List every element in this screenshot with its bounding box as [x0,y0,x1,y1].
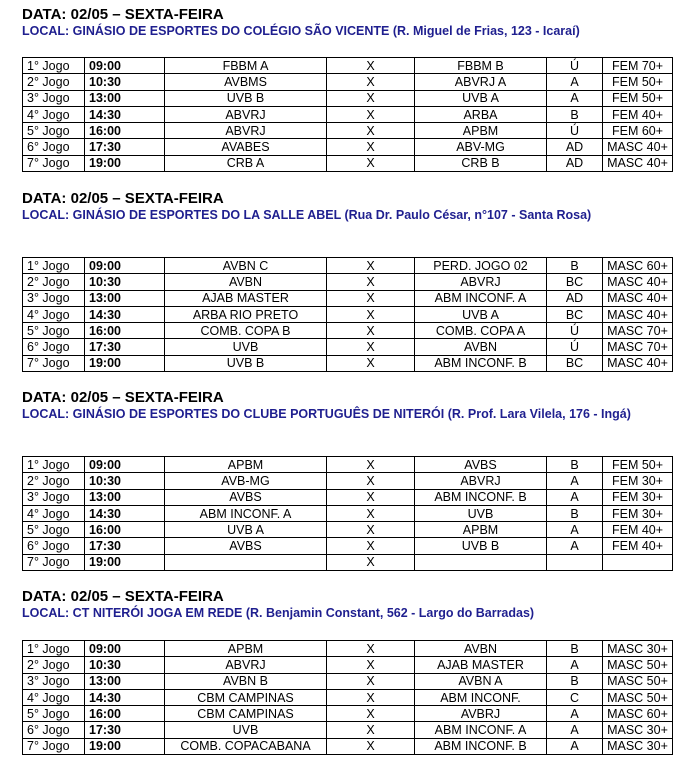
section-location: LOCAL: GINÁSIO DE ESPORTES DO LA SALLE ABEL (Rua Dr. Paulo César, n°107 - Santa Rosa) [22,208,592,222]
game-number-cell: 7° Jogo [23,554,85,570]
game-number-cell: 6° Jogo [23,339,85,355]
versus-cell: X [327,641,415,657]
home-team-cell: ABM INCONF. A [165,505,327,521]
table-row [23,738,673,754]
table-row [23,123,673,139]
game-number-cell: 2° Jogo [23,657,85,673]
versus-cell: X [327,722,415,738]
time-cell: 16:00 [85,522,165,538]
time-cell: 14:30 [85,689,165,705]
away-team-cell: AVBN [415,641,547,657]
game-number-cell: 7° Jogo [23,355,85,371]
group-cell: C [547,689,603,705]
home-team-cell: CRB A [165,155,327,171]
away-team-cell: AVBRJ [415,706,547,722]
section-date: DATA: 02/05 – SEXTA-FEIRA [22,588,224,605]
versus-cell: X [327,554,415,570]
table-row [23,641,673,657]
home-team-cell: AJAB MASTER [165,290,327,306]
home-team-cell: UVB [165,339,327,355]
table-row [23,274,673,290]
group-cell: BC [547,306,603,322]
versus-cell: X [327,90,415,106]
versus-cell: X [327,155,415,171]
versus-cell: X [327,74,415,90]
category-cell: FEM 30+ [603,489,673,505]
category-cell: FEM 50+ [603,74,673,90]
home-team-cell: AVBMS [165,74,327,90]
section-location: LOCAL: GINÁSIO DE ESPORTES DO COLÉGIO SÃO VICENTE (R. Miguel de Frias, 123 - Icaraí) [22,24,580,38]
group-cell: AD [547,139,603,155]
section-date: DATA: 02/05 – SEXTA-FEIRA [22,6,224,23]
versus-cell: X [327,306,415,322]
time-cell: 10:30 [85,657,165,673]
game-number-cell: 2° Jogo [23,74,85,90]
versus-cell: X [327,323,415,339]
game-number-cell: 4° Jogo [23,306,85,322]
group-cell: B [547,106,603,122]
games-table-3 [22,456,673,571]
table-row [23,90,673,106]
versus-cell: X [327,522,415,538]
time-cell: 17:30 [85,538,165,554]
home-team-cell: ARBA RIO PRETO [165,306,327,322]
category-cell: MASC 50+ [603,673,673,689]
section-date: DATA: 02/05 – SEXTA-FEIRA [22,190,224,207]
home-team-cell: APBM [165,457,327,473]
category-cell: MASC 40+ [603,274,673,290]
away-team-cell: UVB A [415,90,547,106]
away-team-cell: UVB [415,505,547,521]
table-row [23,706,673,722]
group-cell: A [547,722,603,738]
category-cell: FEM 70+ [603,58,673,74]
group-cell: A [547,706,603,722]
versus-cell: X [327,689,415,705]
table-row [23,473,673,489]
time-cell: 10:30 [85,473,165,489]
versus-cell: X [327,258,415,274]
versus-cell: X [327,457,415,473]
game-number-cell: 1° Jogo [23,58,85,74]
versus-cell: X [327,657,415,673]
game-number-cell: 1° Jogo [23,641,85,657]
section-header-3 [22,389,672,422]
game-number-cell: 6° Jogo [23,722,85,738]
home-team-cell: AVBN C [165,258,327,274]
table-row [23,74,673,90]
game-number-cell: 5° Jogo [23,123,85,139]
home-team-cell: AVB-MG [165,473,327,489]
time-cell: 14:30 [85,505,165,521]
home-team-cell: UVB [165,722,327,738]
away-team-cell: ABVRJ [415,274,547,290]
home-team-cell: AVABES [165,139,327,155]
away-team-cell: AJAB MASTER [415,657,547,673]
game-number-cell: 3° Jogo [23,489,85,505]
home-team-cell: CBM CAMPINAS [165,706,327,722]
game-number-cell: 2° Jogo [23,473,85,489]
away-team-cell: PERD. JOGO 02 [415,258,547,274]
home-team-cell: ABVRJ [165,657,327,673]
away-team-cell: ABVRJ A [415,74,547,90]
away-team-cell: AVBN A [415,673,547,689]
group-cell: BC [547,355,603,371]
time-cell: 19:00 [85,554,165,570]
game-number-cell: 3° Jogo [23,673,85,689]
section-date: DATA: 02/05 – SEXTA-FEIRA [22,389,224,406]
group-cell: B [547,505,603,521]
group-cell [547,554,603,570]
time-cell: 16:00 [85,123,165,139]
group-cell: Ú [547,323,603,339]
group-cell: A [547,74,603,90]
category-cell: MASC 70+ [603,339,673,355]
away-team-cell: ABM INCONF. A [415,290,547,306]
away-team-cell: ABVRJ [415,473,547,489]
group-cell: B [547,457,603,473]
away-team-cell: APBM [415,123,547,139]
versus-cell: X [327,473,415,489]
category-cell: MASC 50+ [603,657,673,673]
table-row [23,139,673,155]
game-number-cell: 7° Jogo [23,738,85,754]
game-number-cell: 6° Jogo [23,139,85,155]
category-cell: MASC 40+ [603,355,673,371]
home-team-cell: CBM CAMPINAS [165,689,327,705]
table-row [23,657,673,673]
group-cell: A [547,473,603,489]
game-number-cell: 4° Jogo [23,689,85,705]
category-cell: MASC 60+ [603,258,673,274]
time-cell: 16:00 [85,323,165,339]
group-cell: AD [547,155,603,171]
table-row [23,505,673,521]
table-row [23,258,673,274]
versus-cell: X [327,139,415,155]
away-team-cell: AVBS [415,457,547,473]
home-team-cell: AVBN [165,274,327,290]
home-team-cell [165,554,327,570]
home-team-cell: FBBM A [165,58,327,74]
table-row [23,106,673,122]
versus-cell: X [327,106,415,122]
game-number-cell: 2° Jogo [23,274,85,290]
table-row [23,58,673,74]
category-cell: FEM 60+ [603,123,673,139]
time-cell: 10:30 [85,274,165,290]
category-cell: MASC 30+ [603,722,673,738]
category-cell: MASC 40+ [603,290,673,306]
table-row [23,323,673,339]
group-cell: BC [547,274,603,290]
category-cell: MASC 30+ [603,738,673,754]
time-cell: 09:00 [85,457,165,473]
category-cell: MASC 40+ [603,155,673,171]
game-number-cell: 6° Jogo [23,538,85,554]
group-cell: B [547,673,603,689]
versus-cell: X [327,706,415,722]
game-number-cell: 3° Jogo [23,90,85,106]
group-cell: Ú [547,123,603,139]
away-team-cell: ABM INCONF. A [415,722,547,738]
section-header-4 [22,588,672,621]
category-cell: FEM 40+ [603,106,673,122]
table-row [23,306,673,322]
time-cell: 09:00 [85,58,165,74]
section-location: LOCAL: GINÁSIO DE ESPORTES DO CLUBE PORTUGUÊS DE NITERÓI (R. Prof. Lara Vilela, 176 - Ingá) [22,407,631,421]
away-team-cell: ABM INCONF. B [415,489,547,505]
away-team-cell: FBBM B [415,58,547,74]
time-cell: 17:30 [85,139,165,155]
group-cell: A [547,657,603,673]
game-number-cell: 5° Jogo [23,706,85,722]
category-cell: MASC 40+ [603,139,673,155]
away-team-cell: ARBA [415,106,547,122]
game-number-cell: 4° Jogo [23,106,85,122]
time-cell: 17:30 [85,339,165,355]
time-cell: 13:00 [85,673,165,689]
versus-cell: X [327,538,415,554]
game-number-cell: 5° Jogo [23,522,85,538]
group-cell: A [547,489,603,505]
time-cell: 13:00 [85,290,165,306]
group-cell: A [547,522,603,538]
away-team-cell: UVB A [415,306,547,322]
table-row [23,355,673,371]
home-team-cell: AVBS [165,489,327,505]
table-row [23,489,673,505]
group-cell: A [547,738,603,754]
time-cell: 19:00 [85,155,165,171]
group-cell: B [547,641,603,657]
category-cell: FEM 40+ [603,538,673,554]
table-row [23,689,673,705]
away-team-cell: UVB B [415,538,547,554]
category-cell: MASC 60+ [603,706,673,722]
versus-cell: X [327,738,415,754]
game-number-cell: 3° Jogo [23,290,85,306]
home-team-cell: APBM [165,641,327,657]
section-header-1 [22,6,672,39]
home-team-cell: COMB. COPA B [165,323,327,339]
time-cell: 14:30 [85,106,165,122]
table-row [23,538,673,554]
group-cell: A [547,90,603,106]
group-cell: AD [547,290,603,306]
category-cell: FEM 30+ [603,505,673,521]
away-team-cell: AVBN [415,339,547,355]
home-team-cell: ABVRJ [165,106,327,122]
home-team-cell: UVB B [165,355,327,371]
games-table-1 [22,57,673,172]
versus-cell: X [327,489,415,505]
time-cell: 16:00 [85,706,165,722]
home-team-cell: COMB. COPACABANA [165,738,327,754]
home-team-cell: ABVRJ [165,123,327,139]
away-team-cell: ABM INCONF. [415,689,547,705]
time-cell: 13:00 [85,90,165,106]
games-table-2 [22,257,673,372]
table-row [23,522,673,538]
time-cell: 17:30 [85,722,165,738]
group-cell: Ú [547,339,603,355]
versus-cell: X [327,673,415,689]
versus-cell: X [327,355,415,371]
category-cell: FEM 50+ [603,90,673,106]
category-cell: MASC 30+ [603,641,673,657]
versus-cell: X [327,339,415,355]
table-row [23,554,673,570]
table-row [23,290,673,306]
versus-cell: X [327,58,415,74]
time-cell: 09:00 [85,258,165,274]
time-cell: 13:00 [85,489,165,505]
away-team-cell: CRB B [415,155,547,171]
away-team-cell: COMB. COPA A [415,323,547,339]
games-table-4 [22,640,673,755]
game-number-cell: 4° Jogo [23,505,85,521]
game-number-cell: 1° Jogo [23,457,85,473]
table-row [23,722,673,738]
time-cell: 10:30 [85,74,165,90]
group-cell: B [547,258,603,274]
category-cell [603,554,673,570]
game-number-cell: 1° Jogo [23,258,85,274]
time-cell: 19:00 [85,355,165,371]
category-cell: FEM 50+ [603,457,673,473]
away-team-cell [415,554,547,570]
versus-cell: X [327,274,415,290]
section-location: LOCAL: CT NITERÓI JOGA EM REDE (R. Benjamin Constant, 562 - Largo do Barradas) [22,606,535,620]
home-team-cell: AVBS [165,538,327,554]
table-row [23,457,673,473]
away-team-cell: ABM INCONF. B [415,738,547,754]
game-number-cell: 7° Jogo [23,155,85,171]
home-team-cell: UVB B [165,90,327,106]
table-row [23,673,673,689]
away-team-cell: ABM INCONF. B [415,355,547,371]
away-team-cell: APBM [415,522,547,538]
category-cell: FEM 40+ [603,522,673,538]
category-cell: MASC 50+ [603,689,673,705]
time-cell: 09:00 [85,641,165,657]
group-cell: Ú [547,58,603,74]
section-header-2 [22,190,672,223]
away-team-cell: ABV-MG [415,139,547,155]
table-row [23,155,673,171]
versus-cell: X [327,123,415,139]
time-cell: 19:00 [85,738,165,754]
category-cell: MASC 70+ [603,323,673,339]
versus-cell: X [327,290,415,306]
game-number-cell: 5° Jogo [23,323,85,339]
home-team-cell: UVB A [165,522,327,538]
table-row [23,339,673,355]
versus-cell: X [327,505,415,521]
group-cell: A [547,538,603,554]
home-team-cell: AVBN B [165,673,327,689]
category-cell: FEM 30+ [603,473,673,489]
category-cell: MASC 40+ [603,306,673,322]
time-cell: 14:30 [85,306,165,322]
